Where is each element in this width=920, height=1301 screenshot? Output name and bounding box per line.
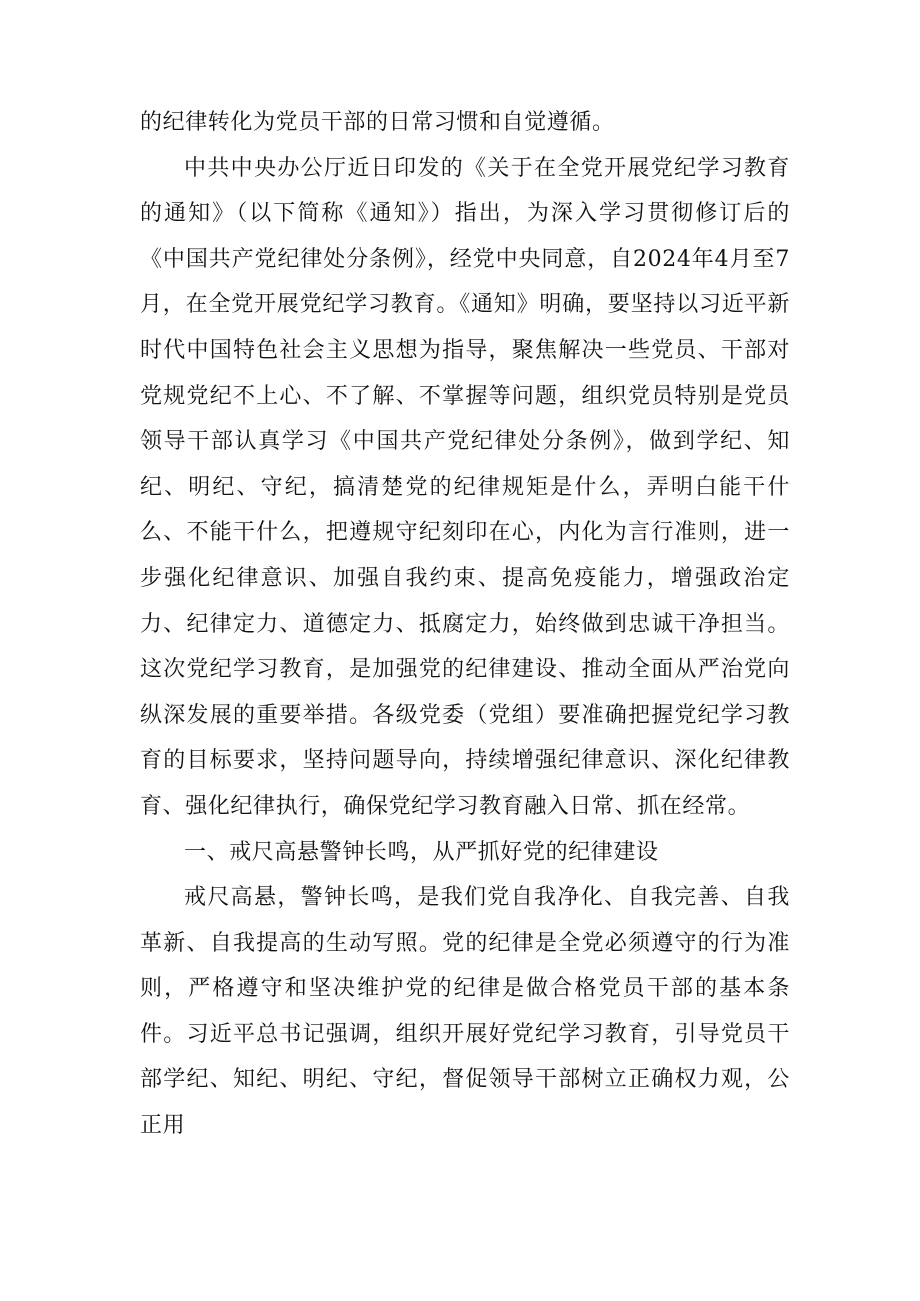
document-page: [140, 100, 790, 1149]
paragraph-discipline: 戒尺高悬，警钟长鸣，是我们党自我净化、自我完善、自我革新、自我提高的生动写照。党的纪律是全党必须遵守的行为准则，严格遵守和坚决维护党的纪律是做合格党员干部的基本条件。习近平总书记强调，组织开展好党纪学习教育，引导党员干部学纪、知纪、明纪、守纪，督促领导干部树立正确权力观，公正用: [140, 885, 790, 1139]
section-heading: 一、戒尺高悬警钟长鸣，从严抓好党的纪律建设: [184, 839, 659, 865]
paragraph-notice: 中共中央办公厅近日印发的《关于在全党开展党纪学习教育的通知》（以下简称《通知》）指出，为深入学习贯彻修订后的《中国共产党纪律处分条例》，经党中央同意，自2024年4月至7月，在全党开展党纪学习教育。《通知》明确，要坚持以习近平新时代中国特色社会主义思想为指导，聚焦解决一些党员、干部对党规党纪不上心、不了解、不掌握等问题，组织党员特别是党员领导干部认真学习《中国共产党纪律处分条例》，做到学纪、知纪、明纪、守纪，搞清楚党的纪律规矩是什么，弄明白能干什么、不能干什么，把遵规守纪刻印在心，内化为言行准则，进一步强化纪律意识、加强自我约束、提高免疫能力，增强政治定力、纪律定力、道德定力、抵腐定力，始终做到忠诚干净担当。这次党纪学习教育，是加强党的纪律建设、推动全面从严治党向纵深发展的重要举措。各级党委（党组）要准确把握党纪学习教育的目标要求，坚持问题导向，持续增强纪律意识、深化纪律教育、强化纪律执行，确保党纪学习教育融入日常、抓在经常。: [140, 155, 790, 819]
paragraph-continuation: 的纪律转化为党员干部的日常习惯和自觉遵循。: [140, 110, 615, 135]
